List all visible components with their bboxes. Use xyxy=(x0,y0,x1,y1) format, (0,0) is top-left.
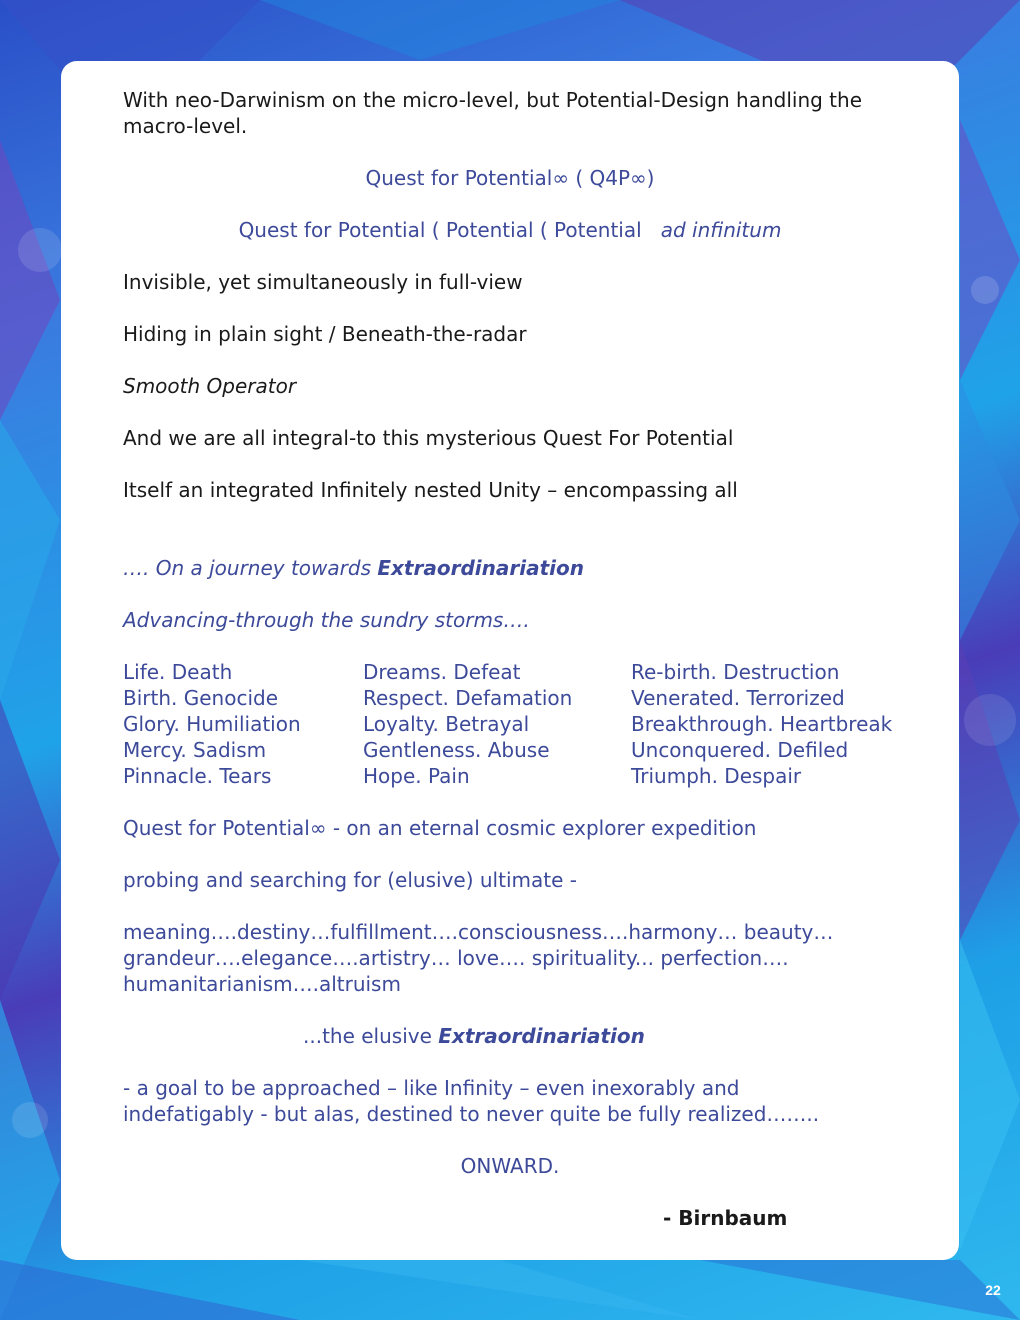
pair-col1-5: Pinnacle. Tears xyxy=(123,764,272,788)
pair-col2-5: Hope. Pain xyxy=(363,764,470,788)
pair-col2-2: Respect. Defamation xyxy=(363,686,573,710)
statement-2: Hiding in plain sight / Beneath-the-radar xyxy=(123,322,527,346)
meaning-line-3: humanitarianism….altruism xyxy=(123,972,401,996)
pair-col1-1: Life. Death xyxy=(123,660,233,684)
onward-text: ONWARD. xyxy=(460,1154,560,1178)
journey-line xyxy=(123,555,584,581)
journey-emphasis: Extraordinariation xyxy=(377,556,584,580)
goal-line-2: indefatigably - but alas, destined to never quite be fully realized…….. xyxy=(123,1102,820,1126)
goal-line-1: - a goal to be approached – like Infinity – even inexorably and xyxy=(123,1076,740,1100)
pair-col2-4: Gentleness. Abuse xyxy=(363,738,550,762)
statement-5: Itself an integrated Infinitely nested Unity – encompassing all xyxy=(123,478,738,502)
meaning-line-1: meaning….destiny…fulfillment….consciousness….harmony… beauty… xyxy=(123,920,834,944)
pair-col1-3: Glory. Humiliation xyxy=(123,712,301,736)
signature: - Birnbaum xyxy=(663,1206,788,1230)
meaning-line-2: grandeur….elegance….artistry… love…. spirituality... perfection…. xyxy=(123,946,789,970)
pair-col1-2: Birth. Genocide xyxy=(123,686,278,710)
nested-heading xyxy=(61,217,959,243)
advancing-line: Advancing-through the sundry storms…. xyxy=(123,608,530,632)
statement-3: Smooth Operator xyxy=(123,374,297,398)
q4p-heading: Quest for Potential∞ ( Q4P∞) xyxy=(365,166,655,190)
content-card xyxy=(61,61,959,1260)
pair-col3-3: Breakthrough. Heartbreak xyxy=(631,712,893,736)
pair-col3-5: Triumph. Despair xyxy=(631,764,802,788)
journey-prefix: …. On a journey towards xyxy=(123,556,378,580)
probing-line: probing and searching for (elusive) ultimate - xyxy=(123,868,577,892)
pair-col2-1: Dreams. Defeat xyxy=(363,660,521,684)
nested-italic: ad infinitum xyxy=(660,218,782,242)
expedition-line: Quest for Potential∞ - on an eternal cosmic explorer expedition xyxy=(123,816,757,840)
page-number: 22 xyxy=(985,1282,1001,1298)
pair-col1-4: Mercy. Sadism xyxy=(123,738,267,762)
elusive-prefix: ...the elusive xyxy=(303,1024,439,1048)
pair-col3-4: Unconquered. Defiled xyxy=(631,738,849,762)
statement-1: Invisible, yet simultaneously in full-view xyxy=(123,270,523,294)
pair-col3-1: Re-birth. Destruction xyxy=(631,660,840,684)
statement-4: And we are all integral-to this mysterious Quest For Potential xyxy=(123,426,734,450)
elusive-line xyxy=(303,1023,645,1049)
intro-line-1: With neo-Darwinism on the micro-level, but Potential-Design handling the xyxy=(123,88,863,112)
pair-col2-3: Loyalty. Betrayal xyxy=(363,712,530,736)
nested-main: Quest for Potential ( Potential ( Potential xyxy=(238,218,642,242)
intro-line-2: macro-level. xyxy=(123,114,248,138)
elusive-emphasis: Extraordinariation xyxy=(438,1024,645,1048)
pair-col3-2: Venerated. Terrorized xyxy=(631,686,845,710)
